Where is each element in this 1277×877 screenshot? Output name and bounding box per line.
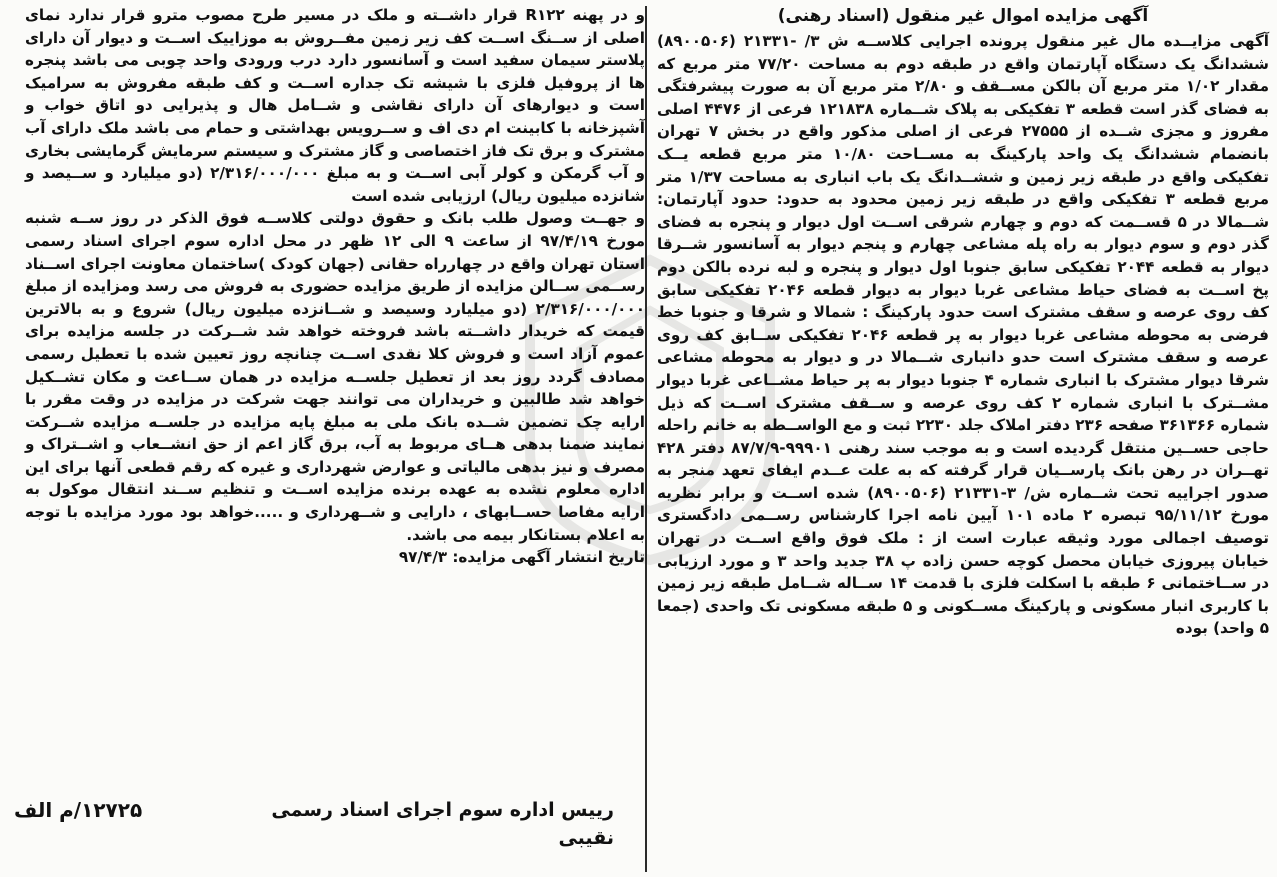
left-column-paragraph-1: و در پهنه R۱۲۲ قرار داشــته و ملک در مسیر طرح مصوب مترو قرار ندارد نمای اصلی از ســنگ اســت کف زیر زمین مفــروش به موزاییک اســت و دیوار آن دارای پلاستر سیمان سفید است و آسانسور دارد درب ورودی واحد چوبی می باشد پنجره ها از پروفیل فلزی با شیشه تک جداره اســت و کف طبقه مفروش به سرامیک است و دیوارهای آن دارای نقاشی و شــامل هال و پذیرایی دو اتاق خواب و آشپزخانه با کابینت ام دی اف و ســرویس بهداشتی و حمام می باشد ملک دارای آب مشترک و برق تک فاز اختصاصی و گاز مشترک و سیستم سرمایش گرمایشی بخاری و آب گرمکن و کولر آبی اســت و به مبلغ ۲/۳۱۶/۰۰۰/۰۰۰ (دو میلیارد و ســیصد و شانزده میلیون ریال) ارزیابی شده است [25,6,646,205]
left-column-paragraph-2: و جهــت وصول طلب بانک و حقوق دولتی کلاســه فوق الذکر در روز ســه شنبه مورخ ۹۷/۴/۱۹ از ساعت ۹ الی ۱۲ ظهر در محل اداره سوم اجرای اسناد رسمی استان تهران واقع در چهارراه حقانی (جهان کودک )ساختمان معاونت اجرای اســناد رســمی ســالن مزایده از طریق مزایده حضوری به فروش می رسد ومزایده از مبلغ ۲/۳۱۶/۰۰۰/۰۰۰ (دو میلیارد وسیصد و شــانزده میلیون ریال) شروع و به بالاترین قیمت که خریدار داشــته باشد فروخته خواهد شد شــرکت در جلسه مزایده برای عموم آزاد است و فروش کلا نقدی اســت چنانچه روز تعیین شده با تعطیل رسمی مصادف گردد روز بعد از تعطیل جلســه مزایده در همان ســاعت و مکان تشــکیل خواهد شد طالبین و خریداران می توانند جهت شرکت در مزایده در وقت مقرر با ارایه چک تضمین شــده بانک ملی به مبلغ پایه مزایده در جلســه مزایده شــرکت نمایند ضمنا بدهی هــای مربوط به آب، برق گاز اعم از حق انشــعاب و اشــتراک و مصرف و نیز بدهی مالیاتی و عوارض شهرداری و غیره که رقم قطعی آنها برای این اداره معلوم نشده به عهده برنده مزایده اســت و تنظیم ســند انتقال موکول به ارایه مفاصا حســابهای ، دارایی و شــهرداری و .....خواهد بود مورد مزایده با توجه به اعلام بستانکار بیمه می باشد. [25,209,646,544]
right-column [657,4,1269,640]
reference-number: ۱۲۷۲۵/م الف [14,798,143,822]
signature-title: رییس اداره سوم اجرای اسناد رسمی [271,799,614,821]
publish-date: تاریخ انتشار آگهی مزایده: ۹۷/۴/۳ [398,548,645,567]
notice-footer [14,796,614,852]
left-column [25,4,645,569]
signatory-name: نقیبی [558,827,614,849]
right-column-body: آگهی مزایــده مال غیر منقول پرونده اجرایی کلاســه ش ۳/ -۲۱۳۳۱ (۸۹۰۰۵۰۶) ششدانگ یک دستگاه آپارتمان واقع در طبقه دوم به مساحت ۷۷/۲۰ متر مربع که مقدار ۱/۰۲ متر مربع آن بالکن مســقف و ۲/۸۰ متر مربع آن به صورت پیشرفتگی به فضای گذر است قطعه ۳ تفکیکی به پلاک شــماره ۱۲۱۸۳۸ فرعی از ۴۴۷۶ اصلی مفروز و مجزی شــده از ۲۷۵۵۵ فرعی از اصلی مذکور واقع در بخش ۷ تهران بانضمام ششدانگ یک واحد پارکینگ به مســاحت ۱۰/۸۰ متر مربع قطعه یــک تفکیکی واقع در طبقه زیر زمین و ششــدانگ یک باب انباری به مساحت ۱/۳۷ متر مربع قطعه ۳ تفکیکی واقع در طبقه زیر زمین محدود به حدود: حدود آپارتمان: شــمالا در ۵ قســمت که دوم و چهارم شرقی اســت اول دیوار و پنجره به فضای گذر دوم و سوم دیوار به راه پله مشاعی چهارم و پنجم دیوار به آسانسور شــرقا دیوار به قطعه ۲۰۴۴ تفکیکی سابق جنوبا اول دیوار و پنجره و لبه نرده بالکن دوم پخ اســت به فضای حیاط مشاعی غربا دیوار به دیوار قطعه ۲۰۴۶ تفکیکی سابق کف روی عرصه و سقف مشترک است حدود پارکینگ : شمالا و شرقا و جنوبا خط فرضی به محوطه مشاعی غربا دیوار به پر قطعه ۲۰۴۶ تفکیکی ســابق کف روی عرصه و سقف مشترک است حدو دانباری شــمالا در و دیوار به محوطه مشاعی شرقا دیوار مشترک با انباری شماره ۴ جنوبا دیوار به پر حیاط مشــاعی غربا دیوار مشــترک با انباری شماره ۲ کف روی عرصه و ســقف مشترک اســت که ذیل شماره ۳۶۱۳۶۶ صفحه ۲۳۶ دفتر املاک جلد ۲۲۳۰ ثبت و مع الواســطه به خانم راحله حاجی حســین منتقل گردیده است و به موجب سند رهنی ۹۹۹۰۱-۸۷/۷/۹ دفتر ۴۲۸ تهــران در رهن بانک پارســیان قرار گرفته که به علت عــدم ایفای تعهد منجر به صدور اجراییه تحت شــماره ش/ ۳-۲۱۳۳۱ (۸۹۰۰۵۰۶) شده اســت و برابر نظریه مورخ ۹۵/۱۱/۱۲ تبصره ۲ ماده ۱۰۱ آیین نامه اجرا کارشناس رســمی دادگستری توصیف اجمالی مورد وثیقه عبارت است از : ملک فوق واقع اســت در تهران خیابان پیروزی خیابان محصل کوچه حسن زاده پ ۳۸ جدید واحد ۳ و مورد ارزیابی در ســاختمانی ۶ طبقه با اسکلت فلزی با قدمت ۱۴ ســاله شــامل طبقه زیر زمین با کاربری انبار مسکونی و پارکینگ مســکونی و ۵ طبقه مسکونی تک واحدی (جمعا ۵ واحد) بوده [657,32,1270,638]
column-divider [645,6,647,872]
notice-title: آگهی مزایده اموال غیر منقول (اسناد رهنی) [777,6,1149,26]
